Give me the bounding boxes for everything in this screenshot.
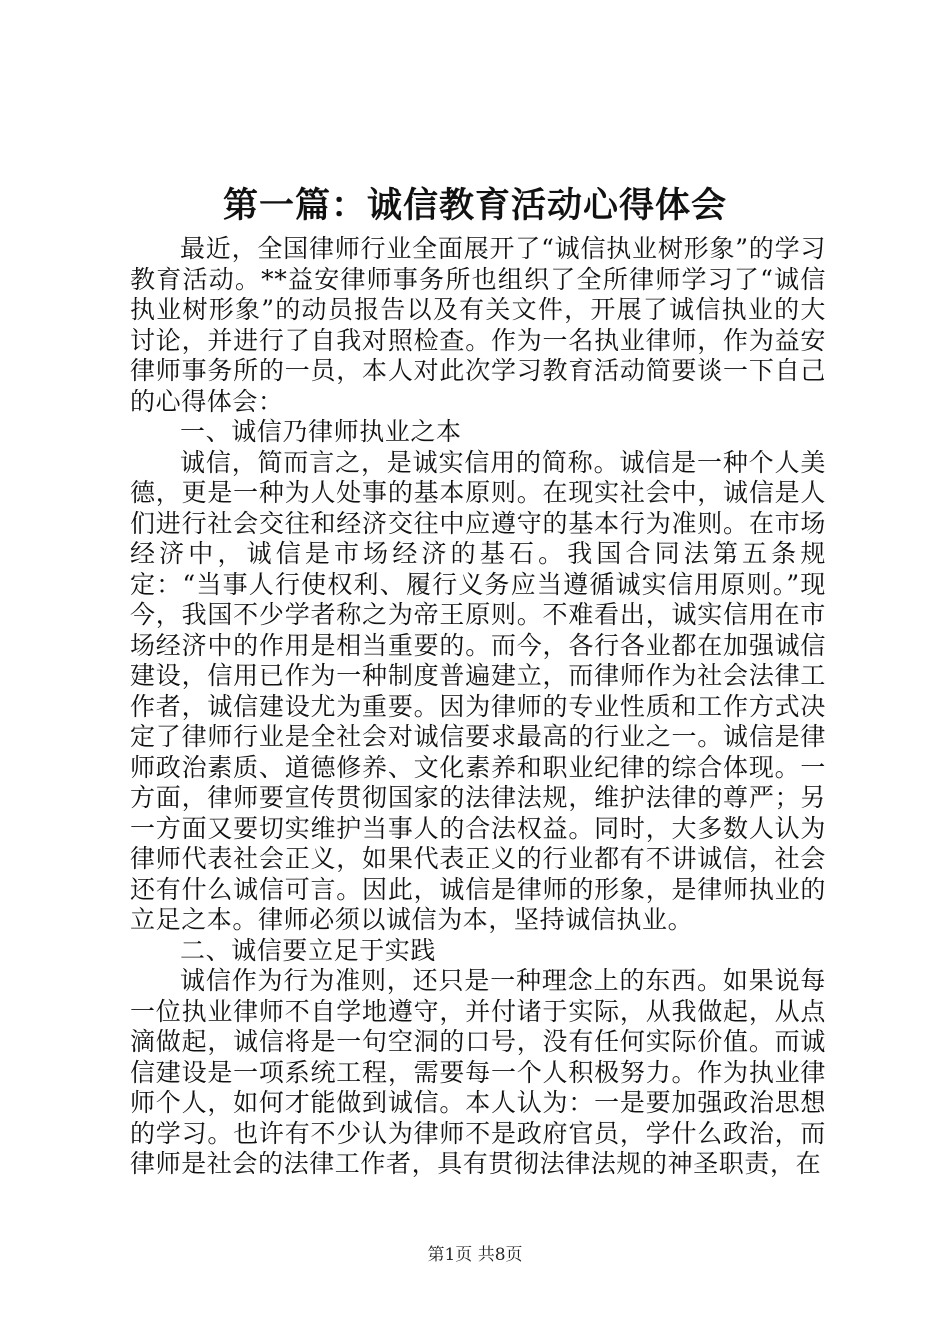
document-body bbox=[130, 234, 826, 1180]
page-title: 第一篇：诚信教育活动心得体会 bbox=[222, 186, 727, 226]
paragraph-section-1: 诚信，简而言之，是诚实信用的简称。诚信是一种个人美德，更是一种为人处事的基本原则。在现实社会中，诚信是人们进行社会交往和经济交往中应遵守的基本行为准则。在市场经济中，诚信是市场经济的基石。我国合同法第五条规定：“当事人行使权利、履行义务应当遵循诚实信用原则。”现今，我国不少学者称之为帝王原则。不难看出，诚实信用在市场经济中的作用是相当重要的。而今，各行各业都在加强诚信建设，信用已作为一种制度普遍建立，而律师作为社会法律工作者，诚信建设尤为重要。因为律师的专业性质和工作方式决定了律师行业是全社会对诚信要求最高的行业之一。诚信是律师政治素质、道德修养、文化素养和职业纪律的综合体现。一方面，律师要宣传贯彻国家的法律法规，维护法律的尊严；另一方面又要切实维护当事人的合法权益。同时，大多数人认为律师代表社会正义，如果代表正义的行业都有不讲诚信，社会还有什么诚信可言。因此，诚信是律师的形象，是律师执业的立足之本。律师必须以诚信为本，坚持诚信执业。 bbox=[130, 447, 826, 934]
section-heading-1: 一、诚信乃律师执业之本 bbox=[180, 417, 462, 446]
page-footer: 第1页 共8页 bbox=[427, 1245, 523, 1265]
section-heading-2: 二、诚信要立足于实践 bbox=[180, 935, 437, 965]
paragraph-intro: 最近，全国律师行业全面展开了“诚信执业树形象”的学习教育活动。**益安律师事务所也组织了全所律师学习了“诚信执业树形象”的动员报告以及有关文件，开展了诚信执业的大讨论，并进行了自我对照检查。作为一名执业律师，作为益安律师事务所的一员，本人对此次学习教育活动简要谈一下自己的心得体会： bbox=[130, 234, 826, 416]
paragraph-section-2: 诚信作为行为准则，还只是一种理念上的东西。如果说每一位执业律师不自学地遵守，并付诸于实际，从我做起，从点滴做起，诚信将是一句空洞的口号，没有任何实际价值。而诚信建设是一项系统工程，需要每一个人积极努力。作为执业律师个人，如何才能做到诚信。本人认为：一是要加强政治思想的学习。也许有不少认为律师不是政府官员，学什么政治，而律师是社会的法律工作者，具有贯彻法律法规的神圣职责，在 bbox=[130, 966, 826, 1178]
